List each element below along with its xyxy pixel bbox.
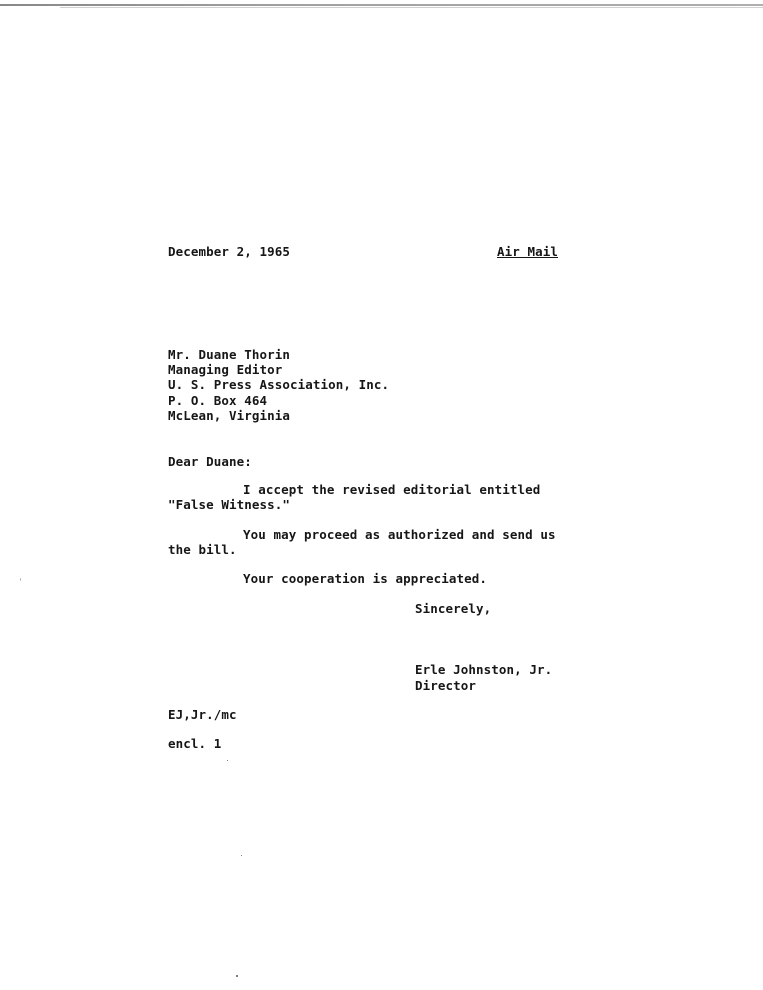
letter-date: December 2, 1965 [168, 244, 291, 259]
recipient-po-box: P. O. Box 464 [168, 393, 268, 408]
body-paragraph-3: Your cooperation is appreciated. [243, 571, 488, 586]
delivery-method: Air Mail [497, 244, 559, 259]
scan-speck [236, 975, 238, 977]
recipient-title: Managing Editor [168, 362, 283, 377]
recipient-name: Mr. Duane Thorin [168, 347, 291, 362]
salutation: Dear Duane: [168, 454, 252, 469]
reference-initials: EJ,Jr./mc [168, 707, 237, 722]
body-paragraph-2-line-1: You may proceed as authorized and send us [243, 527, 556, 542]
scan-speck [227, 760, 228, 761]
complimentary-closing: Sincerely, [415, 601, 492, 616]
signer-name: Erle Johnston, Jr. [415, 662, 553, 677]
body-paragraph-1-line-1: I accept the revised editorial entitled [243, 482, 541, 497]
signer-title: Director [415, 678, 477, 693]
body-paragraph-2-line-2: the bill. [168, 542, 237, 557]
recipient-organization: U. S. Press Association, Inc. [168, 377, 390, 392]
scan-speck [241, 855, 242, 856]
top-edge-rule [0, 4, 763, 6]
body-paragraph-1-line-2: "False Witness." [168, 497, 291, 512]
scan-speck [20, 578, 21, 581]
enclosure-note: encl. 1 [168, 736, 222, 751]
top-edge-rule-faint [60, 7, 763, 8]
recipient-city: McLean, Virginia [168, 408, 291, 423]
